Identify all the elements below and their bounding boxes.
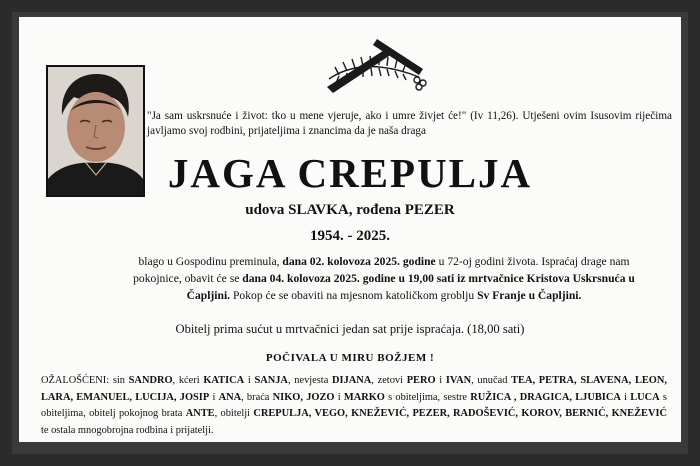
mourner-name: ANA bbox=[218, 391, 242, 403]
mourner-name: KATICA bbox=[203, 375, 245, 386]
mourner-text: , unučad bbox=[471, 375, 512, 386]
mourner-text: te ostala mnogobrojna rodbina i prijatelji. bbox=[41, 424, 214, 436]
mourners-list bbox=[41, 373, 667, 439]
mourner-name: CREPULJA, VEGO, KNEŽEVIĆ, PEZER, RADOŠEVIĆ, KOROV, BERNIĆ, KNEŽEVIĆ bbox=[253, 408, 667, 419]
mourner-text: OŽALOŠĆENI: sin bbox=[41, 375, 129, 386]
farewell-details: dana 04. kolovoza 2025. godine u 19,00 sati iz mrtvačnice Kristova Uskrsnuća u Čapljini. bbox=[186, 272, 635, 302]
cemetery-name: Sv Franje u Čapljini. bbox=[477, 289, 582, 302]
mourner-text: , obitelji bbox=[214, 408, 254, 419]
date-of-death: dana 02. kolovoza 2025. godine bbox=[282, 255, 436, 268]
mourner-text: i bbox=[334, 391, 344, 403]
widow-maiden-name: udova SLAVKA, rođena PEZER bbox=[245, 202, 455, 218]
mourner-text: i bbox=[244, 375, 255, 386]
mourner-text: , kćeri bbox=[172, 375, 204, 386]
cross-with-palm-icon bbox=[319, 35, 439, 97]
mourner-name: SANJA bbox=[254, 375, 288, 386]
mourner-name: RUŽICA , DRAGICA, LJUBICA bbox=[470, 391, 621, 403]
mourner-name: ANTE bbox=[185, 408, 215, 419]
mourner-name: IVAN bbox=[445, 375, 472, 386]
mourner-name: SANDRO bbox=[128, 375, 173, 386]
mourner-text: s obiteljima, sestre bbox=[384, 391, 471, 403]
mourner-name: LUCA bbox=[630, 391, 660, 403]
obituary-notice bbox=[19, 17, 681, 442]
life-years: 1954. - 2025. bbox=[310, 228, 390, 244]
bible-quote: "Ja sam uskrsnuće i život: tko u mene vjeruje, ako i umre živjet će!" (Iv 11,26). Utješeni ovim Isusovim riječima javljamo svoj rodbini, prijateljima i znancima da je naša draga bbox=[147, 110, 672, 137]
mourner-text: , braća bbox=[241, 391, 273, 403]
deceased-name: JAGA CREPULJA bbox=[167, 150, 533, 196]
mourner-text: i bbox=[620, 391, 631, 403]
announcement-text: Pokop će se obaviti na mjesnom katoličkom groblju bbox=[230, 289, 478, 302]
mourner-text: i bbox=[209, 391, 219, 403]
mourner-text: s obiteljima, obitelj pokojnog brata bbox=[41, 391, 667, 419]
mourner-name: DIJANA bbox=[332, 375, 372, 386]
death-announcement bbox=[124, 253, 644, 304]
mourner-name: NIKO, JOZO bbox=[272, 391, 335, 403]
mourner-text: i bbox=[435, 375, 446, 386]
mourner-name: PERO bbox=[406, 375, 436, 386]
mourner-name: MARKO bbox=[343, 391, 385, 403]
mourner-text: , zetovi bbox=[371, 375, 407, 386]
mourner-name: TEA, PETRA, SLAVENA, LEON, LARA, EMANUEL, LUCIJA, JOSIP bbox=[41, 375, 667, 403]
announcement-text: blago u Gospodinu preminula, bbox=[138, 255, 283, 268]
rest-in-peace: POČIVALA U MIRU BOŽJEM ! bbox=[265, 352, 435, 364]
announcement-text: u 72-oj godini života. Ispraćaj drage nam pokojnice, obavit će se bbox=[133, 255, 630, 285]
condolence-reception: Obitelj prima sućut u mrtvačnici jedan sat prije ispraćaja. (18,00 sati) bbox=[175, 322, 525, 336]
mourner-text: , nevjesta bbox=[287, 375, 333, 386]
